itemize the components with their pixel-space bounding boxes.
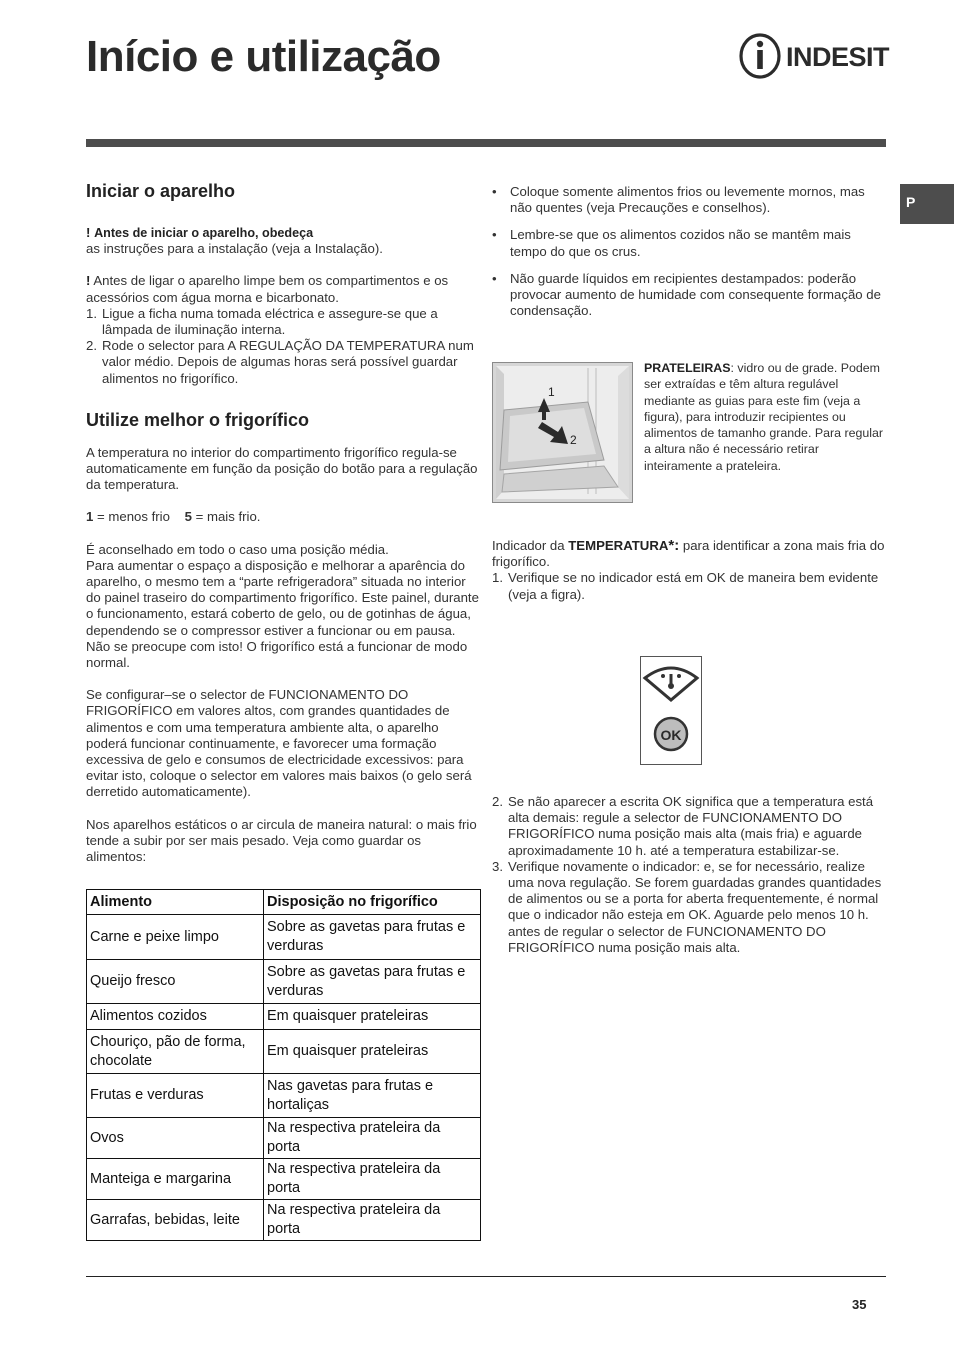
warning-mark: !	[86, 225, 91, 240]
warning-mark: !	[86, 273, 91, 289]
paragraph: A temperatura no interior do compartimento frigorífico regula-se automaticamente em função da posição do botão para a regulação da temperatura.	[86, 444, 478, 493]
table-header: Disposição no frigorífico	[264, 890, 481, 915]
indesit-logo	[738, 32, 906, 80]
section-title-use: Utilize melhor o frigorífico	[86, 409, 310, 430]
language-tab	[900, 184, 954, 224]
warning-1-text: as instruções para a instalação (veja a Instalação).	[86, 241, 383, 257]
temperature-scale: 1 = menos frio 5 = mais frio.	[86, 509, 261, 525]
list-item: • Coloque somente alimentos frios ou levemente mornos, mas não quentes (veja Precauções e conselhos).	[492, 184, 865, 216]
list-item: • Não guarde líquidos em recipientes destampados: poderão provocar aumento de humidade com consequente formação de condensação.	[492, 270, 881, 319]
storage-tips	[492, 184, 886, 319]
table-row: Frutas e verduras Nas gavetas para frutas e hortaliças	[87, 1074, 481, 1118]
brand-wordmark: INDESIT	[786, 42, 890, 72]
food-storage-table	[86, 889, 481, 1241]
header-rule	[86, 139, 886, 147]
temperature-indicator-figure	[640, 656, 702, 765]
list-item: 3. Verifique novamente o indicador: e, se for necessário, realize uma nova regulação. Se forem guardadas grandes quantidades de alimentos ou se a porta for aberta frequentemente, é normal que o indicador não esteja em OK. Aguarde pelo menos 10 h. antes de regular o selector de FUNCIONAMENTO DO FRIGORÍFICO numa posição mais alta.	[492, 858, 882, 955]
shelf-figure	[492, 362, 633, 503]
section-title-start: Iniciar o aparelho	[86, 181, 236, 201]
table-row: Chouriço, pão de forma, chocolate Em quaisquer prateleiras	[87, 1030, 481, 1074]
table-row: Manteiga e margarina Na respectiva prateleira da porta	[87, 1159, 481, 1200]
warning-2	[86, 273, 480, 305]
page-number: 35	[852, 1297, 867, 1312]
paragraph: Para aumentar o espaço a disposição e melhorar a aparência do aparelho, o mesmo tem a “parte refrigeradora” situada no interior do painel traseiro do compartimento frigorífico. Este painel, durante o funcionamento, estará coberto de gelo, ou de gotinhas de água, dependendo se o compressor estiver a funcionar ou em pausa. Não se preocupe com isto! O frigorífico está a funcionar de modo normal.	[86, 557, 479, 671]
list-item: 1. Verifique se no indicador está em OK de maneira bem evidente (veja a figra).	[492, 570, 879, 602]
warning-1	[86, 225, 480, 257]
table-header: Alimento	[87, 890, 264, 915]
warning-1-bold: Antes de iniciar o aparelho, obedeça	[94, 226, 314, 240]
shelves-heading: PRATELEIRAS	[644, 361, 731, 375]
table-row: Carne e peixe limpo Sobre as gavetas para frutas e verduras	[87, 915, 481, 960]
table-row: Ovos Na respectiva prateleira da porta	[87, 1118, 481, 1159]
shelves-text: : vidro ou de grade. Podem ser extraídas e têm altura regulável mediante as guias para este fim (veja a figura), para introduzir recipientes ou alimentos de tamanho grande. Para regular a altura não é necessário retirar inteiramente a prateleira.	[644, 361, 884, 473]
right-column	[492, 184, 886, 330]
left-column	[86, 180, 480, 865]
ok-label: OK	[660, 727, 682, 743]
start-steps	[86, 306, 480, 387]
table-header-row	[87, 890, 481, 915]
paragraph: Se configurar–se o selector de FUNCIONAMENTO DO FRIGORÍFICO em valores altos, com grandes quantidades de alimentos e com uma temperatura ambiente alta, o aparelho poderá funcionar continuamente, e favorecer uma formação excessiva de gelo e consumos de electricidade excessivos: para evitar isto, coloque o selector em valores mais baixos (o gelo será derretido automaticamente).	[86, 687, 472, 800]
indicator-steps	[492, 794, 886, 956]
table-row: Queijo fresco Sobre as gavetas para frutas e verduras	[87, 960, 481, 1004]
page-title: Início e utilização	[86, 32, 441, 81]
list-item: • Lembre-se que os alimentos cozidos não se mantêm mais tempo do que os crus.	[492, 227, 851, 259]
language-tab-label: P	[906, 194, 916, 210]
shelves-description	[644, 360, 888, 474]
figure-label-1: 1	[548, 385, 555, 399]
warning-2-text: Antes de ligar o aparelho limpe bem os compartimentos e os acessórios com água morna e bicarbonato.	[86, 273, 449, 305]
list-item: 1. Ligue a ficha numa tomada eléctrica e assegure-se que a lâmpada de iluminação interna.	[86, 305, 438, 338]
list-item: 2. Rode o selector para A REGULAÇÃO DA TEMPERATURA num valor médio. Depois de algumas horas será possível guardar alimentos no frigorífico.	[86, 338, 474, 386]
table-row: Alimentos cozidos Em quaisquer prateleiras	[87, 1004, 481, 1030]
temperature-indicator-section	[492, 538, 886, 603]
table-row: Garrafas, bebidas, leite Na respectiva prateleira da porta	[87, 1200, 481, 1241]
list-item: 2. Se não aparecer a escrita OK significa que a temperatura está alta demais: regule a selector de FUNCIONAMENTO DO FRIGORÍFICO numa posição mais alta (mais fria) e aguarde aproximadamente 10 h. até a temperatura estabilizar-se.	[492, 794, 874, 858]
temperature-indicator-intro: Indicador da TEMPERATURA*: para identificar a zona mais fria do frigorífico.	[492, 537, 885, 570]
paragraph: É aconselhado em todo o caso uma posição média.	[86, 541, 389, 557]
footer-rule	[86, 1276, 886, 1277]
paragraph: Nos aparelhos estáticos o ar circula de maneira natural: o mais frio tende a subir por ser mais pesado. Veja como guardar os alimentos:	[86, 816, 477, 865]
figure-label-2: 2	[570, 433, 577, 447]
